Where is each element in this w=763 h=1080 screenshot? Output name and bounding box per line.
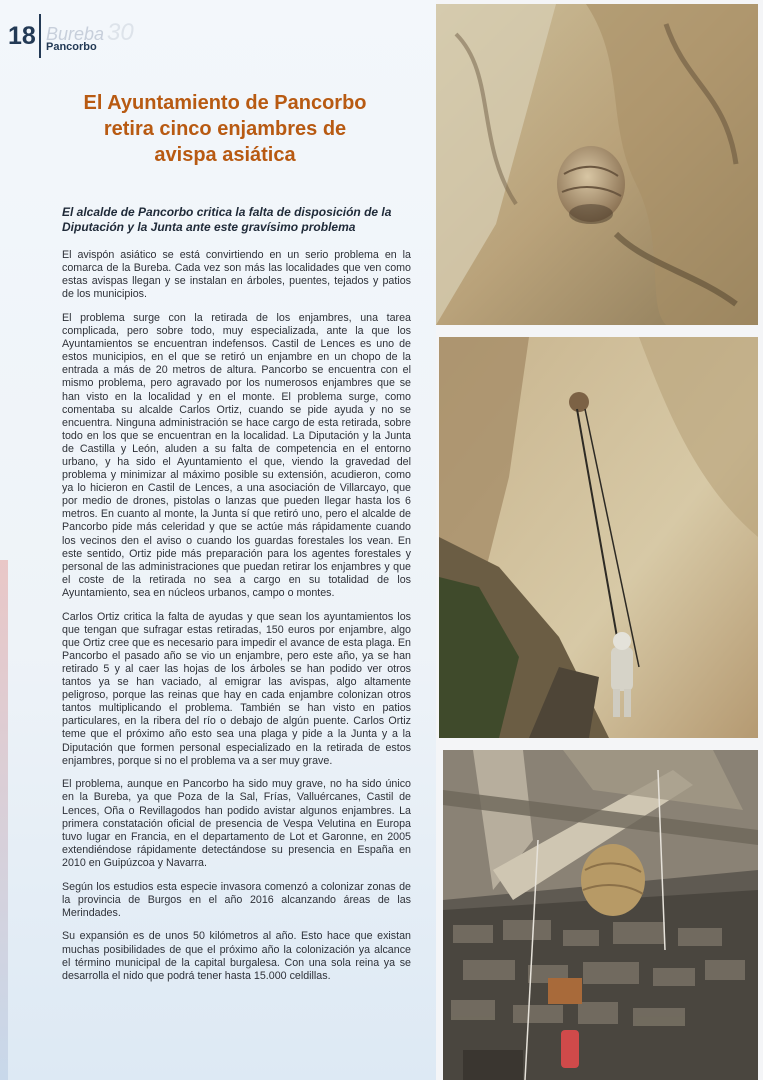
section-name: Pancorbo bbox=[46, 41, 97, 53]
photo-worker-on-cliff bbox=[439, 337, 758, 738]
title-line: retira cinco enjambres de bbox=[103, 118, 347, 140]
magazine-issue-number: 30 bbox=[107, 19, 134, 46]
paragraph: Su expansión es de unos 50 kilómetros al año. Esto hace que existan muchas posibilidades de que el próximo año la colonización ya alcance el término municipal de la capital burgalesa. Con una sola reina ya se desarrolla el nido que podrá tener hasta 15.000 celdillas. bbox=[62, 930, 411, 982]
article-body bbox=[62, 249, 411, 993]
paragraph: Carlos Ortiz critica la falta de ayudas y que sean los ayuntamientos los que tengan que sufragar estas retiradas, 150 euros por enjambre, algo que Ortiz cree que es necesario para impedir el avance de esta plaga. En Pancorbo el pasado año se vio un enjambre, pero este año, ya se han retirado 5 y al caer las hojas de los árboles se han podido ver otros tantos ya se han vaciado, al emigrar las avispas, algo altamente peligroso, porque las reinas que hay en cada enjambre colonizan otros tantos multiplicando el problema. También se han visto en patios particulares, en la ribera del río o debajo de algún puente. Carlos Ortiz teme que el próximo año esto sea una plaga y pide a la Junta y a la Diputación que formen personal especializado en la retirada de estos enjambres, porque si no el problema va a ser muy grave. bbox=[62, 610, 411, 767]
title-line: avispa asiática bbox=[154, 144, 296, 166]
page-number: 18 bbox=[8, 22, 36, 50]
paragraph: El avispón asiático se está convirtiendo en un serio problema en la comarca de la Bureba. Cada vez son más las localidades que ven como estas avispas llegan y se instalan en árboles, puentes, tejados y patios de los municipios. bbox=[62, 249, 411, 301]
title-line: El Ayuntamiento de Pancorbo bbox=[83, 92, 367, 114]
magazine-name: Bureba bbox=[46, 24, 105, 44]
paragraph: El problema, aunque en Pancorbo ha sido muy grave, no ha sido único en la Bureba, ya que Poza de la Sal, Frías, Valluércanes, Castil de Lences, Oña o Revillagodos han podido avistar algunos enjambres. La primera constatación oficial de presencia de Vespa Velutina en Europa tuvo lugar en Francia, en el departamento de Lot et Garonne, en 2005 extendiéndose rápidamente detectándose su presencia en España en 2010 en Guipúzcoa y Navarra. bbox=[62, 778, 411, 869]
paragraph: Según los estudios esta especie invasora comenzó a colonizar zonas de la provincia de Burgos en el año 2016 alcanzando áreas de las Merindades. bbox=[62, 880, 411, 919]
article-subtitle: El alcalde de Pancorbo critica la falta de disposición de la Diputación y la Junta ante este gravísimo problema bbox=[62, 205, 392, 234]
header-divider bbox=[39, 14, 41, 58]
decorative-edge-strip bbox=[0, 560, 8, 1080]
paragraph: El problema surge con la retirada de los enjambres, una tarea complicada, pero sobre todo, muy especializada, ante la que los Ayuntamientos se encuentran indefensos. Castil de Lences es uno de estos municipios, en el que se retiró un enjambre en un chopo de la entrada a más de 20 metros de altura. Pancorbo se encuentra con el mismo problema, pero agravado por los numerosos enjambres que se han visto en la localidad y en el monte. El problema surge, como comentaba su alcalde Carlos Ortiz, cuando se pide ayuda y no se encuentra. Ninguna administración se hace cargo de esta retirada, sobre todo en los que se encuentran en la localidad. La Diputación y la Junta de Castilla y León, aluden a su falta de competencia en el entorno urbano, y ha sido el Ayuntamiento el que, viendo la gravedad del problema y minimizar al máximo posible su extensión, acudieron, como ya lo hicieron en Castil de Lences, a una asociación de Villarcayo, que por medio de drones, pistolas o lanzas que pueden llegar hasta los 6 metros. En cuanto al monte, la Junta sí que retiró uno, pero el alcalde de Pancorbo pide más celeridad y que se actúe más rápidamente cuando los vecinos den el aviso o cuando los guardas forestales los vean. En este sentido, Ortiz pide más preparación para los agentes forestales y personal de las administraciones que puedan retirar los enjambres y que el coste de la retirada no sea a cargo en su totalidad de los Ayuntamiento, sea en núcleos urbanos, campo o montes. bbox=[62, 311, 411, 599]
article-title bbox=[40, 90, 410, 168]
photo-nest-under-roof bbox=[443, 750, 758, 1080]
photo-nest-on-rock bbox=[436, 4, 758, 325]
